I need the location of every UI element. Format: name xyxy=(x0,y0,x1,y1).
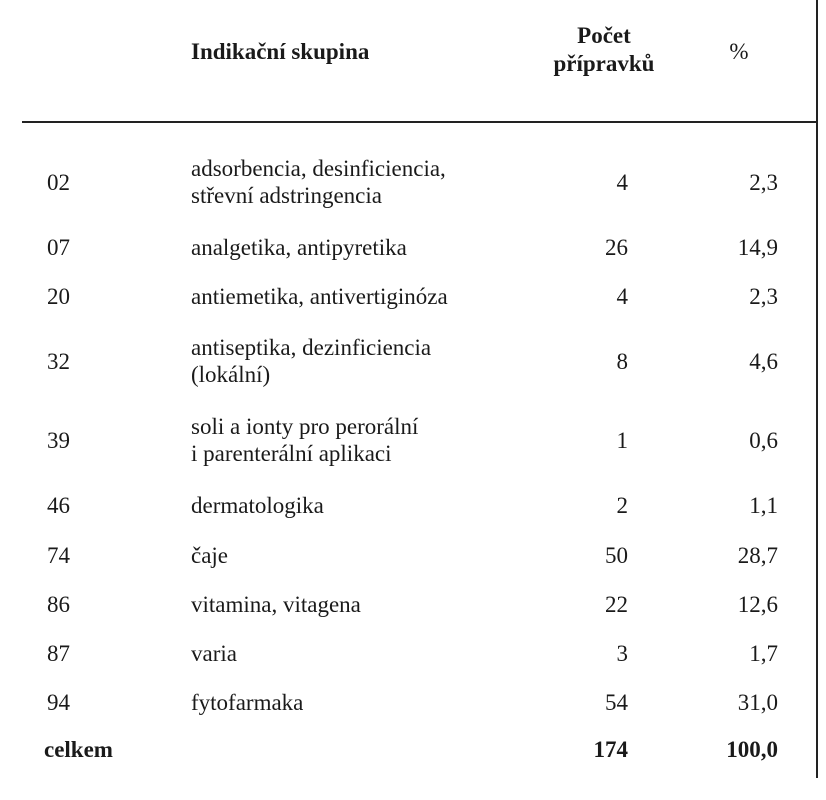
row-code: 94 xyxy=(47,690,70,715)
row-name-line2: (lokální) xyxy=(191,362,271,387)
row-name xyxy=(191,413,531,467)
header-count-line2: přípravků xyxy=(553,51,655,76)
row-count: 50 xyxy=(605,543,628,568)
header-count-line1: Počet xyxy=(577,23,631,48)
row-code: 74 xyxy=(47,543,70,568)
row-name xyxy=(191,334,531,388)
total-count: 174 xyxy=(593,737,628,762)
row-name-line1: adsorbencia, desinficiencia, xyxy=(191,156,446,181)
row-code: 20 xyxy=(47,284,70,309)
row-name-line1: antiseptika, dezinficiencia xyxy=(191,335,432,360)
row-code: 86 xyxy=(47,592,70,617)
row-percent: 0,6 xyxy=(749,428,778,453)
row-code: 02 xyxy=(47,170,70,195)
row-code: 32 xyxy=(47,349,70,374)
row-percent: 2,3 xyxy=(749,170,778,195)
row-name-line2: i parenterální aplikaci xyxy=(191,441,392,466)
row-percent: 28,7 xyxy=(737,543,778,568)
row-name-line1: soli a ionty pro perorální xyxy=(191,414,419,439)
row-name: fytofarmaka xyxy=(191,690,304,715)
row-name: čaje xyxy=(191,543,229,568)
row-name: antiemetika, antivertiginóza xyxy=(191,284,448,309)
row-name: dermatologika xyxy=(191,493,324,518)
header-indication-group: Indikační skupina xyxy=(191,39,370,64)
row-percent: 31,0 xyxy=(737,690,778,715)
row-percent: 14,9 xyxy=(737,235,778,260)
row-count: 4 xyxy=(616,284,628,309)
row-name xyxy=(191,155,531,209)
row-name: analgetika, antipyretika xyxy=(191,235,407,260)
header-percent: % xyxy=(729,39,749,64)
row-count: 2 xyxy=(616,493,628,518)
row-count: 1 xyxy=(616,428,628,453)
row-count: 4 xyxy=(616,170,628,195)
row-name: vitamina, vitagena xyxy=(191,592,361,617)
row-count: 22 xyxy=(605,592,628,617)
row-code: 39 xyxy=(47,428,70,453)
total-percent: 100,0 xyxy=(726,737,778,762)
row-percent: 2,3 xyxy=(749,284,778,309)
row-count: 54 xyxy=(605,690,628,715)
row-count: 26 xyxy=(605,235,628,260)
row-name-line2: střevní adstringencia xyxy=(191,183,382,208)
row-percent: 12,6 xyxy=(737,592,778,617)
row-name: varia xyxy=(191,641,237,666)
row-count: 3 xyxy=(616,641,628,666)
row-code: 46 xyxy=(47,493,70,518)
table-header xyxy=(0,0,816,122)
header-divider xyxy=(22,121,816,123)
row-percent: 1,1 xyxy=(749,493,778,518)
header-product-count xyxy=(540,22,668,78)
row-code: 87 xyxy=(47,641,70,666)
row-count: 8 xyxy=(616,349,628,374)
row-percent: 4,6 xyxy=(749,349,778,374)
row-percent: 1,7 xyxy=(749,641,778,666)
right-border-line xyxy=(816,0,818,778)
total-label: celkem xyxy=(44,737,113,762)
row-code: 07 xyxy=(47,235,70,260)
